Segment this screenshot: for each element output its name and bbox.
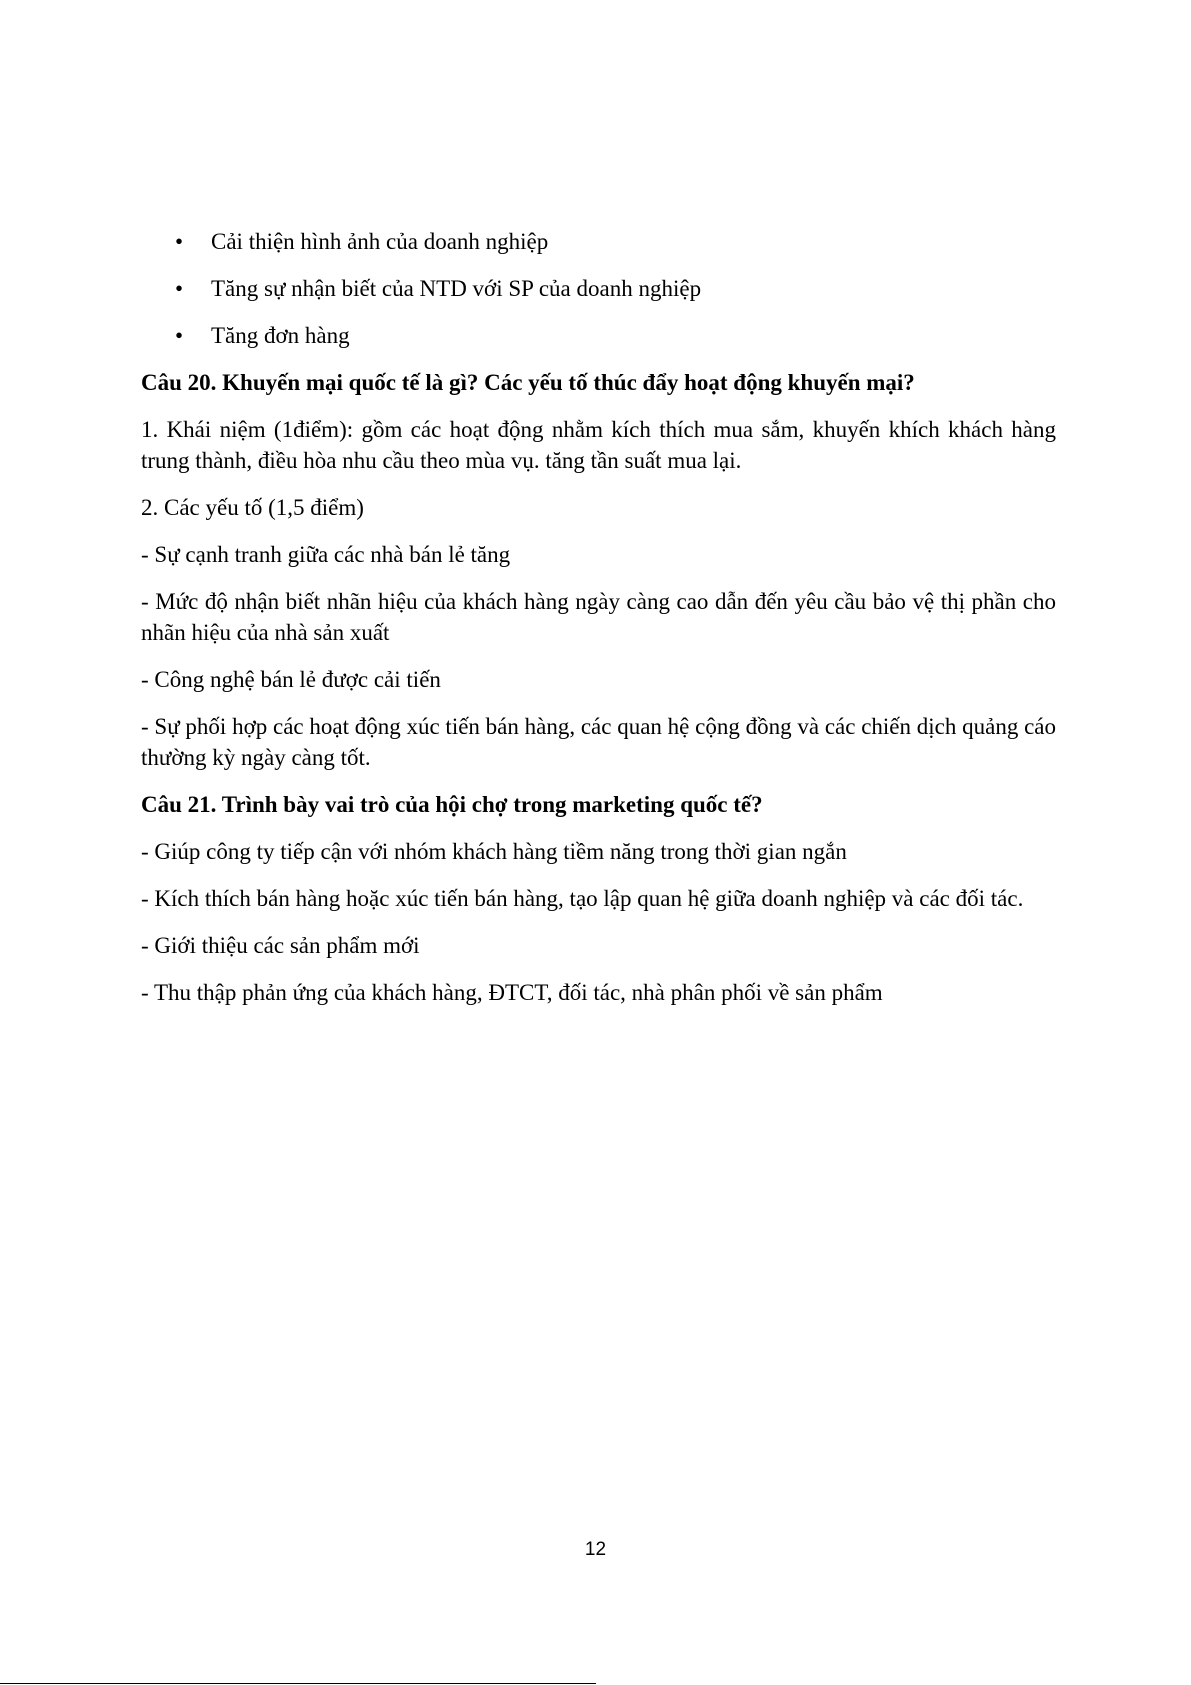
q20-paragraph: - Sự phối hợp các hoạt động xúc tiến bán hàng, các quan hệ cộng đồng và các chiến dịch quảng cáo thường kỳ ngày càng tốt. xyxy=(141,714,1056,770)
q20-paragraph: - Sự cạnh tranh giữa các nhà bán lẻ tăng xyxy=(141,542,511,567)
bullet-text: Cải thiện hình ảnh của doanh nghiệp xyxy=(211,229,549,254)
bullet-text: Tăng đơn hàng xyxy=(211,323,350,348)
bullet-icon: • xyxy=(175,276,184,301)
q20-paragraph: - Công nghệ bán lẻ được cải tiến xyxy=(141,667,441,692)
q20-paragraph: 2. Các yếu tố (1,5 điểm) xyxy=(141,495,364,520)
q21-paragraph: - Thu thập phản ứng của khách hàng, ĐTCT, đối tác, nhà phân phối về sản phẩm xyxy=(141,980,883,1005)
document-body xyxy=(141,226,1056,1024)
benefit-bullet-list xyxy=(141,226,1056,351)
page-number: 12 xyxy=(584,1539,607,1560)
bullet-icon: • xyxy=(175,229,184,254)
bullet-text: Tăng sự nhận biết của NTD với SP của doanh nghiệp xyxy=(211,276,702,301)
bullet-icon: • xyxy=(175,323,184,348)
question-21-heading: Câu 21. Trình bày vai trò của hội chợ trong marketing quốc tế? xyxy=(141,792,763,817)
q20-paragraph: - Mức độ nhận biết nhãn hiệu của khách hàng ngày càng cao dẫn đến yêu cầu bảo vệ thị phần cho nhãn hiệu của nhà sản xuất xyxy=(141,589,1056,645)
bullet-item xyxy=(141,226,1056,257)
q20-paragraph: 1. Khái niệm (1điểm): gồm các hoạt động nhằm kích thích mua sắm, khuyến khích khách hàng trung thành, điều hòa nhu cầu theo mùa vụ. tăng tần suất mua lại. xyxy=(141,417,1056,473)
question-20-heading: Câu 20. Khuyến mại quốc tế là gì? Các yếu tố thúc đẩy hoạt động khuyến mại? xyxy=(141,370,915,395)
bullet-item xyxy=(141,320,1056,351)
footer-divider xyxy=(0,1683,596,1684)
q21-paragraph: - Giúp công ty tiếp cận với nhóm khách hàng tiềm năng trong thời gian ngắn xyxy=(141,839,847,864)
q21-paragraph: - Giới thiệu các sản phẩm mới xyxy=(141,933,420,958)
bullet-item xyxy=(141,273,1056,304)
q21-paragraph: - Kích thích bán hàng hoặc xúc tiến bán hàng, tạo lập quan hệ giữa doanh nghiệp và các đối tác. xyxy=(141,886,1024,911)
